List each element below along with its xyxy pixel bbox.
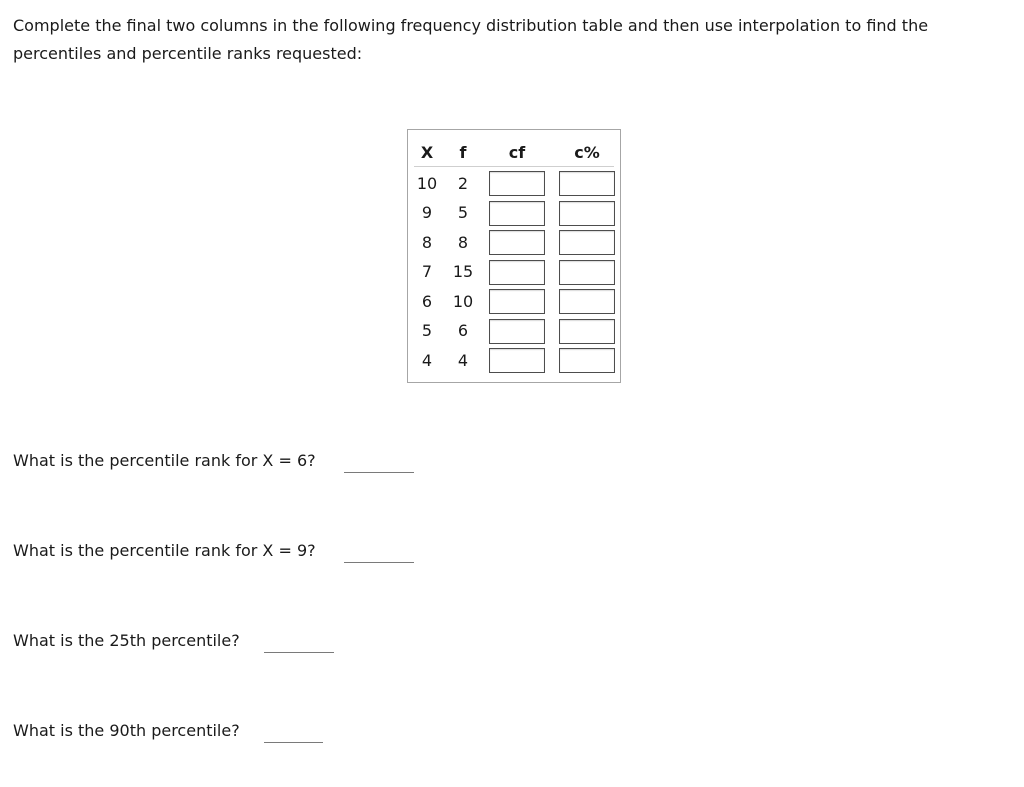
cf-input-x10[interactable] <box>489 171 545 196</box>
header-f: f <box>459 143 467 162</box>
cell-x: 7 <box>421 262 433 281</box>
cell-x: 8 <box>421 233 433 252</box>
cell-f: 15 <box>452 262 474 281</box>
cpct-input-x5[interactable] <box>559 319 615 344</box>
question-90th-percentile: What is the 90th percentile? <box>13 721 240 740</box>
question-pr-x9: What is the percentile rank for X = 9? <box>13 541 316 560</box>
cell-f: 4 <box>457 351 469 370</box>
cf-input-x4[interactable] <box>489 348 545 373</box>
cpct-input-x10[interactable] <box>559 171 615 196</box>
cell-x: 9 <box>421 203 433 222</box>
cpct-input-x8[interactable] <box>559 230 615 255</box>
cell-x: 10 <box>416 174 438 193</box>
cell-f: 5 <box>457 203 469 222</box>
cpct-input-x7[interactable] <box>559 260 615 285</box>
cf-input-x8[interactable] <box>489 230 545 255</box>
cell-f: 2 <box>457 174 469 193</box>
cf-input-x7[interactable] <box>489 260 545 285</box>
header-x: X <box>420 143 434 162</box>
answer-input-pr-x9[interactable] <box>344 544 414 563</box>
answer-input-pr-x6[interactable] <box>344 454 414 473</box>
answer-input-25th-percentile[interactable] <box>264 634 334 653</box>
cell-f: 8 <box>457 233 469 252</box>
cpct-input-x9[interactable] <box>559 201 615 226</box>
cell-x: 4 <box>421 351 433 370</box>
cf-input-x5[interactable] <box>489 319 545 344</box>
header-cpct: c% <box>574 143 600 162</box>
header-cf: cf <box>508 143 526 162</box>
question-pr-x6: What is the percentile rank for X = 6? <box>13 451 316 470</box>
question-25th-percentile: What is the 25th percentile? <box>13 631 240 650</box>
answer-input-90th-percentile[interactable] <box>264 724 323 743</box>
cpct-input-x6[interactable] <box>559 289 615 314</box>
cell-x: 6 <box>421 292 433 311</box>
cf-input-x9[interactable] <box>489 201 545 226</box>
instructions-text: Complete the final two columns in the following frequency distribution table and then use interpolation to find the percentiles and percentile ranks requested: <box>13 16 929 63</box>
cell-x: 5 <box>421 321 433 340</box>
header-divider <box>414 166 614 167</box>
frequency-table <box>407 129 621 383</box>
cell-f: 6 <box>457 321 469 340</box>
cpct-input-x4[interactable] <box>559 348 615 373</box>
cf-input-x6[interactable] <box>489 289 545 314</box>
cell-f: 10 <box>452 292 474 311</box>
